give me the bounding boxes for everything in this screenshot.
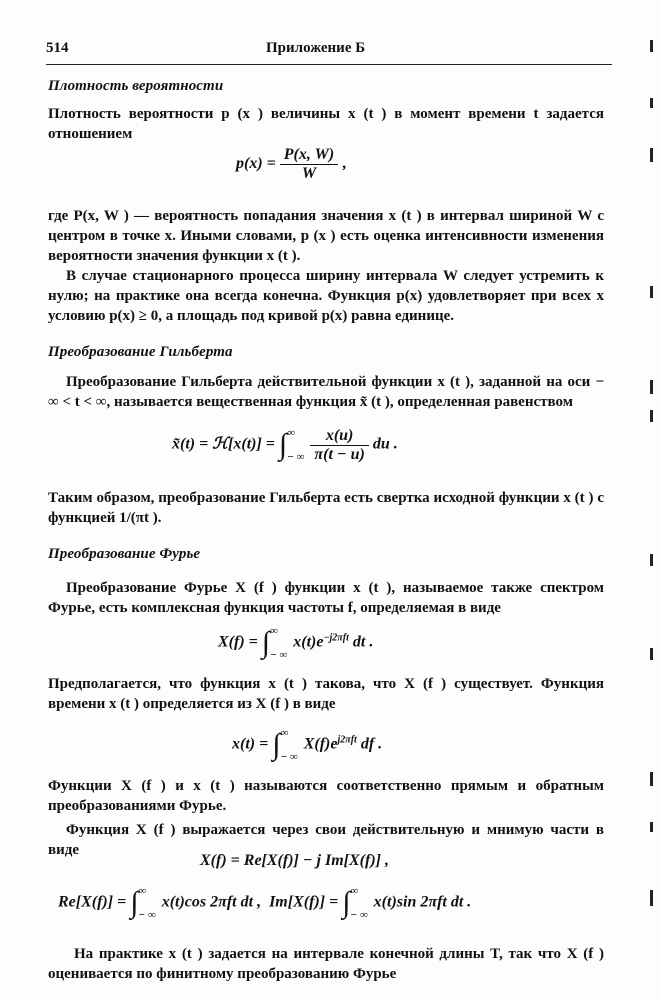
heading-density: Плотность вероятности	[48, 78, 224, 94]
page-number: 514	[46, 40, 69, 56]
density-paragraph-1: Плотность вероятности p (x ) величины x (t ) в момент времени t задается отношением	[48, 106, 604, 142]
margin-mark	[650, 648, 653, 660]
margin-mark	[650, 380, 653, 394]
density-formula: p(x) = $\frac{P(x, W)}{W}$ ,	[236, 146, 347, 182]
hilbert-fraction-num: x(u)	[310, 427, 368, 446]
margin-mark	[650, 772, 653, 786]
hilbert-formula-tail: du .	[372, 435, 398, 453]
hilbert-paragraph-1: Преобразование Гильберта действительной функции x (t ), заданной на оси − ∞ < t < ∞, называется вещественная функция x̃ (t ), определенная равенством	[48, 374, 604, 410]
fourier-paragraph-2: Предполагается, что функция x (t ) такова, что X (f ) существует. Функция времени x (t ) определяется из X (f ) в виде	[48, 676, 604, 712]
running-title: Приложение Б	[266, 40, 366, 56]
density-paragraph-3: В случае стационарного процесса ширину интервала W следует устремить к нулю; на практике она всегда конечна. Функция p(x) удовлетворяет при всех x условию p(x) ≥ 0, а площадь под кривой p(x) равна единице.	[48, 268, 604, 324]
hilbert-paragraph-2: Таким образом, преобразование Гильберта есть свертка исходной функции x (t ) с функцией 1/(πt ).	[48, 490, 604, 526]
margin-mark	[650, 554, 653, 566]
fourier-formula-1: X(f) = ∫ ∞ − ∞ $x(t)e^{-j2\pi ft}$ dt .	[218, 625, 374, 661]
margin-mark	[650, 148, 653, 162]
hilbert-fraction	[310, 427, 368, 464]
hilbert-formula: x̃(t) = ℋ[x(t)] = ∫ ∞ − ∞ $\frac{x(u)}{\pi(t - u)}$ du .	[172, 426, 398, 463]
fourier-paragraph-3: Функции X (f ) и x (t ) называются соответственно прямым и обратным преобразованиями Фурье.	[48, 778, 604, 814]
fourier-formula-3: X(f) = Re[X(f)] − j Im[X(f)] ,	[200, 852, 389, 869]
hilbert-fraction-den: π(t − u)	[314, 445, 365, 463]
density-fraction-num: P(x, W)	[280, 146, 338, 165]
fourier-formula-2: x(t) = ∫ ∞ − ∞ $X(f)e^{j2\pi ft}$ df .	[232, 727, 383, 763]
heading-fourier: Преобразование Фурье	[48, 546, 201, 562]
header-rule	[46, 64, 612, 65]
fourier-paragraph-5: На практике x (t ) задается на интервале конечной длины T, так что X (f ) оценивается по финитному преобразованию Фурье	[48, 946, 604, 982]
fourier-paragraph-1: Преобразование Фурье X (f ) функции x (t ), называемое также спектром Фурье, есть комплексная функция частоты f, определяемая в виде	[48, 580, 604, 616]
fourier-formula-4: Re[X(f)] = ∫ ∞ − ∞ x(t)cos 2πft dt , Im[X(f)] = ∫ ∞ − ∞ x(t)sin 2πft dt .	[58, 885, 472, 921]
density-fraction-den: W	[301, 165, 317, 182]
margin-mark	[650, 286, 653, 298]
margin-mark	[650, 40, 653, 52]
fourier-paragraph-4: Функция X (f ) выражается через свои действительную и мнимую части в виде	[48, 822, 604, 858]
margin-mark	[650, 890, 653, 906]
margin-mark	[650, 822, 653, 832]
density-formula-lhs: p(x) =	[236, 155, 276, 173]
density-fraction	[280, 146, 338, 183]
heading-hilbert: Преобразование Гильберта	[48, 344, 233, 360]
hilbert-formula-lhs: x̃(t) = ℋ[x(t)] =	[172, 435, 275, 453]
margin-mark	[650, 410, 653, 422]
density-paragraph-2: где P(x, W ) — вероятность попадания значения x (t ) в интервал шириной W с центром в точке x. Иными словами, p (x ) есть оценка интенсивности изменения вероятности значения функции x (t ).	[48, 208, 604, 264]
margin-mark	[650, 98, 653, 108]
hilbert-limits: ∞ − ∞	[287, 427, 305, 463]
